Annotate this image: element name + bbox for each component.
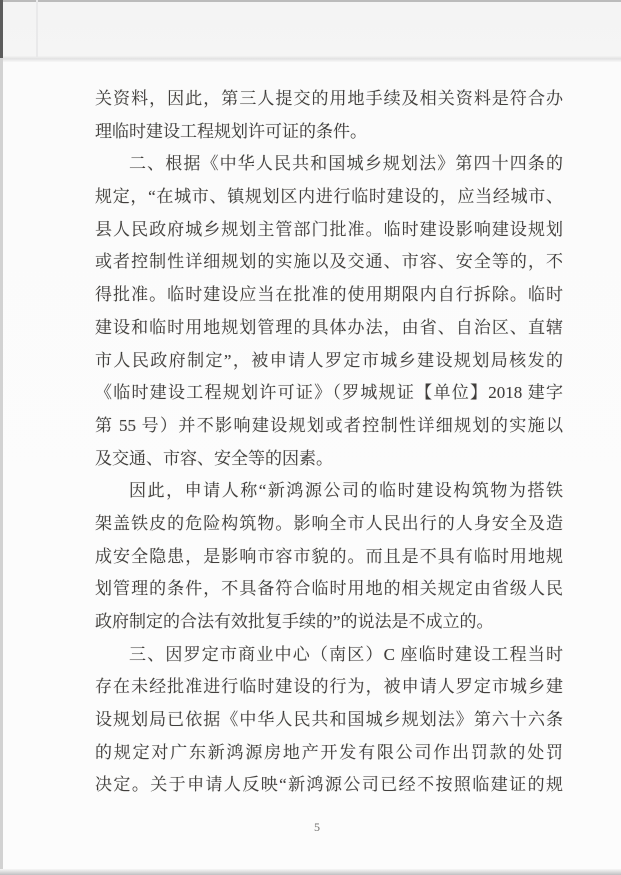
document-body xyxy=(95,83,563,802)
scan-top-edge-line xyxy=(0,0,621,2)
text-line: 《临时建设工程规划许可证》（罗城规证【单位】2018 建字 xyxy=(95,383,563,403)
text-line: 架盖铁皮的危险构筑物。影响全市人民出行的人身安全及造 xyxy=(95,513,563,533)
text-line: 的规定对广东新鸿源房地产开发有限公司作出罚款的处罚 xyxy=(95,742,563,762)
page-number: 5 xyxy=(314,820,320,834)
text-line: 第 55 号）并不影响建设规划或者控制性详细规划的实施以 xyxy=(95,415,563,435)
text-line: 设规划局已依据《中华人民共和国城乡规划法》第六十六条 xyxy=(95,710,563,730)
text-line: 得批准。临时建设应当在批准的使用期限内自行拆除。临时 xyxy=(95,285,563,305)
text-line: 及交通、市容、安全等的因素。 xyxy=(95,448,333,468)
text-line: 成安全隐患，是影响市容市貌的。而且是不具有临时用地规 xyxy=(95,546,563,566)
text-line: 决定。关于申请人反映“新鸿源公司已经不按照临建证的规 xyxy=(95,775,563,795)
scan-bottom-edge-shadow xyxy=(0,869,621,875)
scan-faint-vertical-line xyxy=(36,0,38,57)
text-line: 理临时建设工程规划许可证的条件。 xyxy=(95,121,367,141)
text-line: 因此，申请人称“新鸿源公司的临时建设构筑物为搭铁 xyxy=(129,481,563,501)
text-line: 二、根据《中华人民共和国城乡规划法》第四十四条的 xyxy=(129,154,563,174)
text-line: 县人民政府城乡规划主管部门批准。临时建设影响建设规划 xyxy=(95,219,563,239)
scan-page-seam-line xyxy=(0,56,621,62)
text-line: 建设和临时用地规划管理的具体办法，由省、自治区、直辖 xyxy=(95,317,563,337)
text-line: 划管理的条件，不具备符合临时用地的相关规定由省级人民 xyxy=(95,579,563,599)
text-line: 三、因罗定市商业中心（南区）C 座临时建设工程当时 xyxy=(129,644,563,664)
scan-left-edge-dark-strip xyxy=(0,0,3,58)
text-line: 或者控制性详细规划的实施以及交通、市容、安全等的，不 xyxy=(95,252,563,272)
text-line: 关资料，因此，第三人提交的用地手续及相关资料是符合办 xyxy=(95,89,563,108)
scan-left-edge-shadow xyxy=(0,0,3,875)
text-line: 规定，“在城市、镇规划区内进行临时建设的，应当经城市、 xyxy=(95,187,563,207)
text-line: 市人民政府制定”，被申请人罗定市城乡建设规划局核发的 xyxy=(95,350,563,370)
text-line: 存在未经批准进行临时建设的行为，被申请人罗定市城乡建 xyxy=(95,677,563,697)
text-line: 政府制定的合法有效批复手续的”的说法是不成立的。 xyxy=(95,612,494,631)
